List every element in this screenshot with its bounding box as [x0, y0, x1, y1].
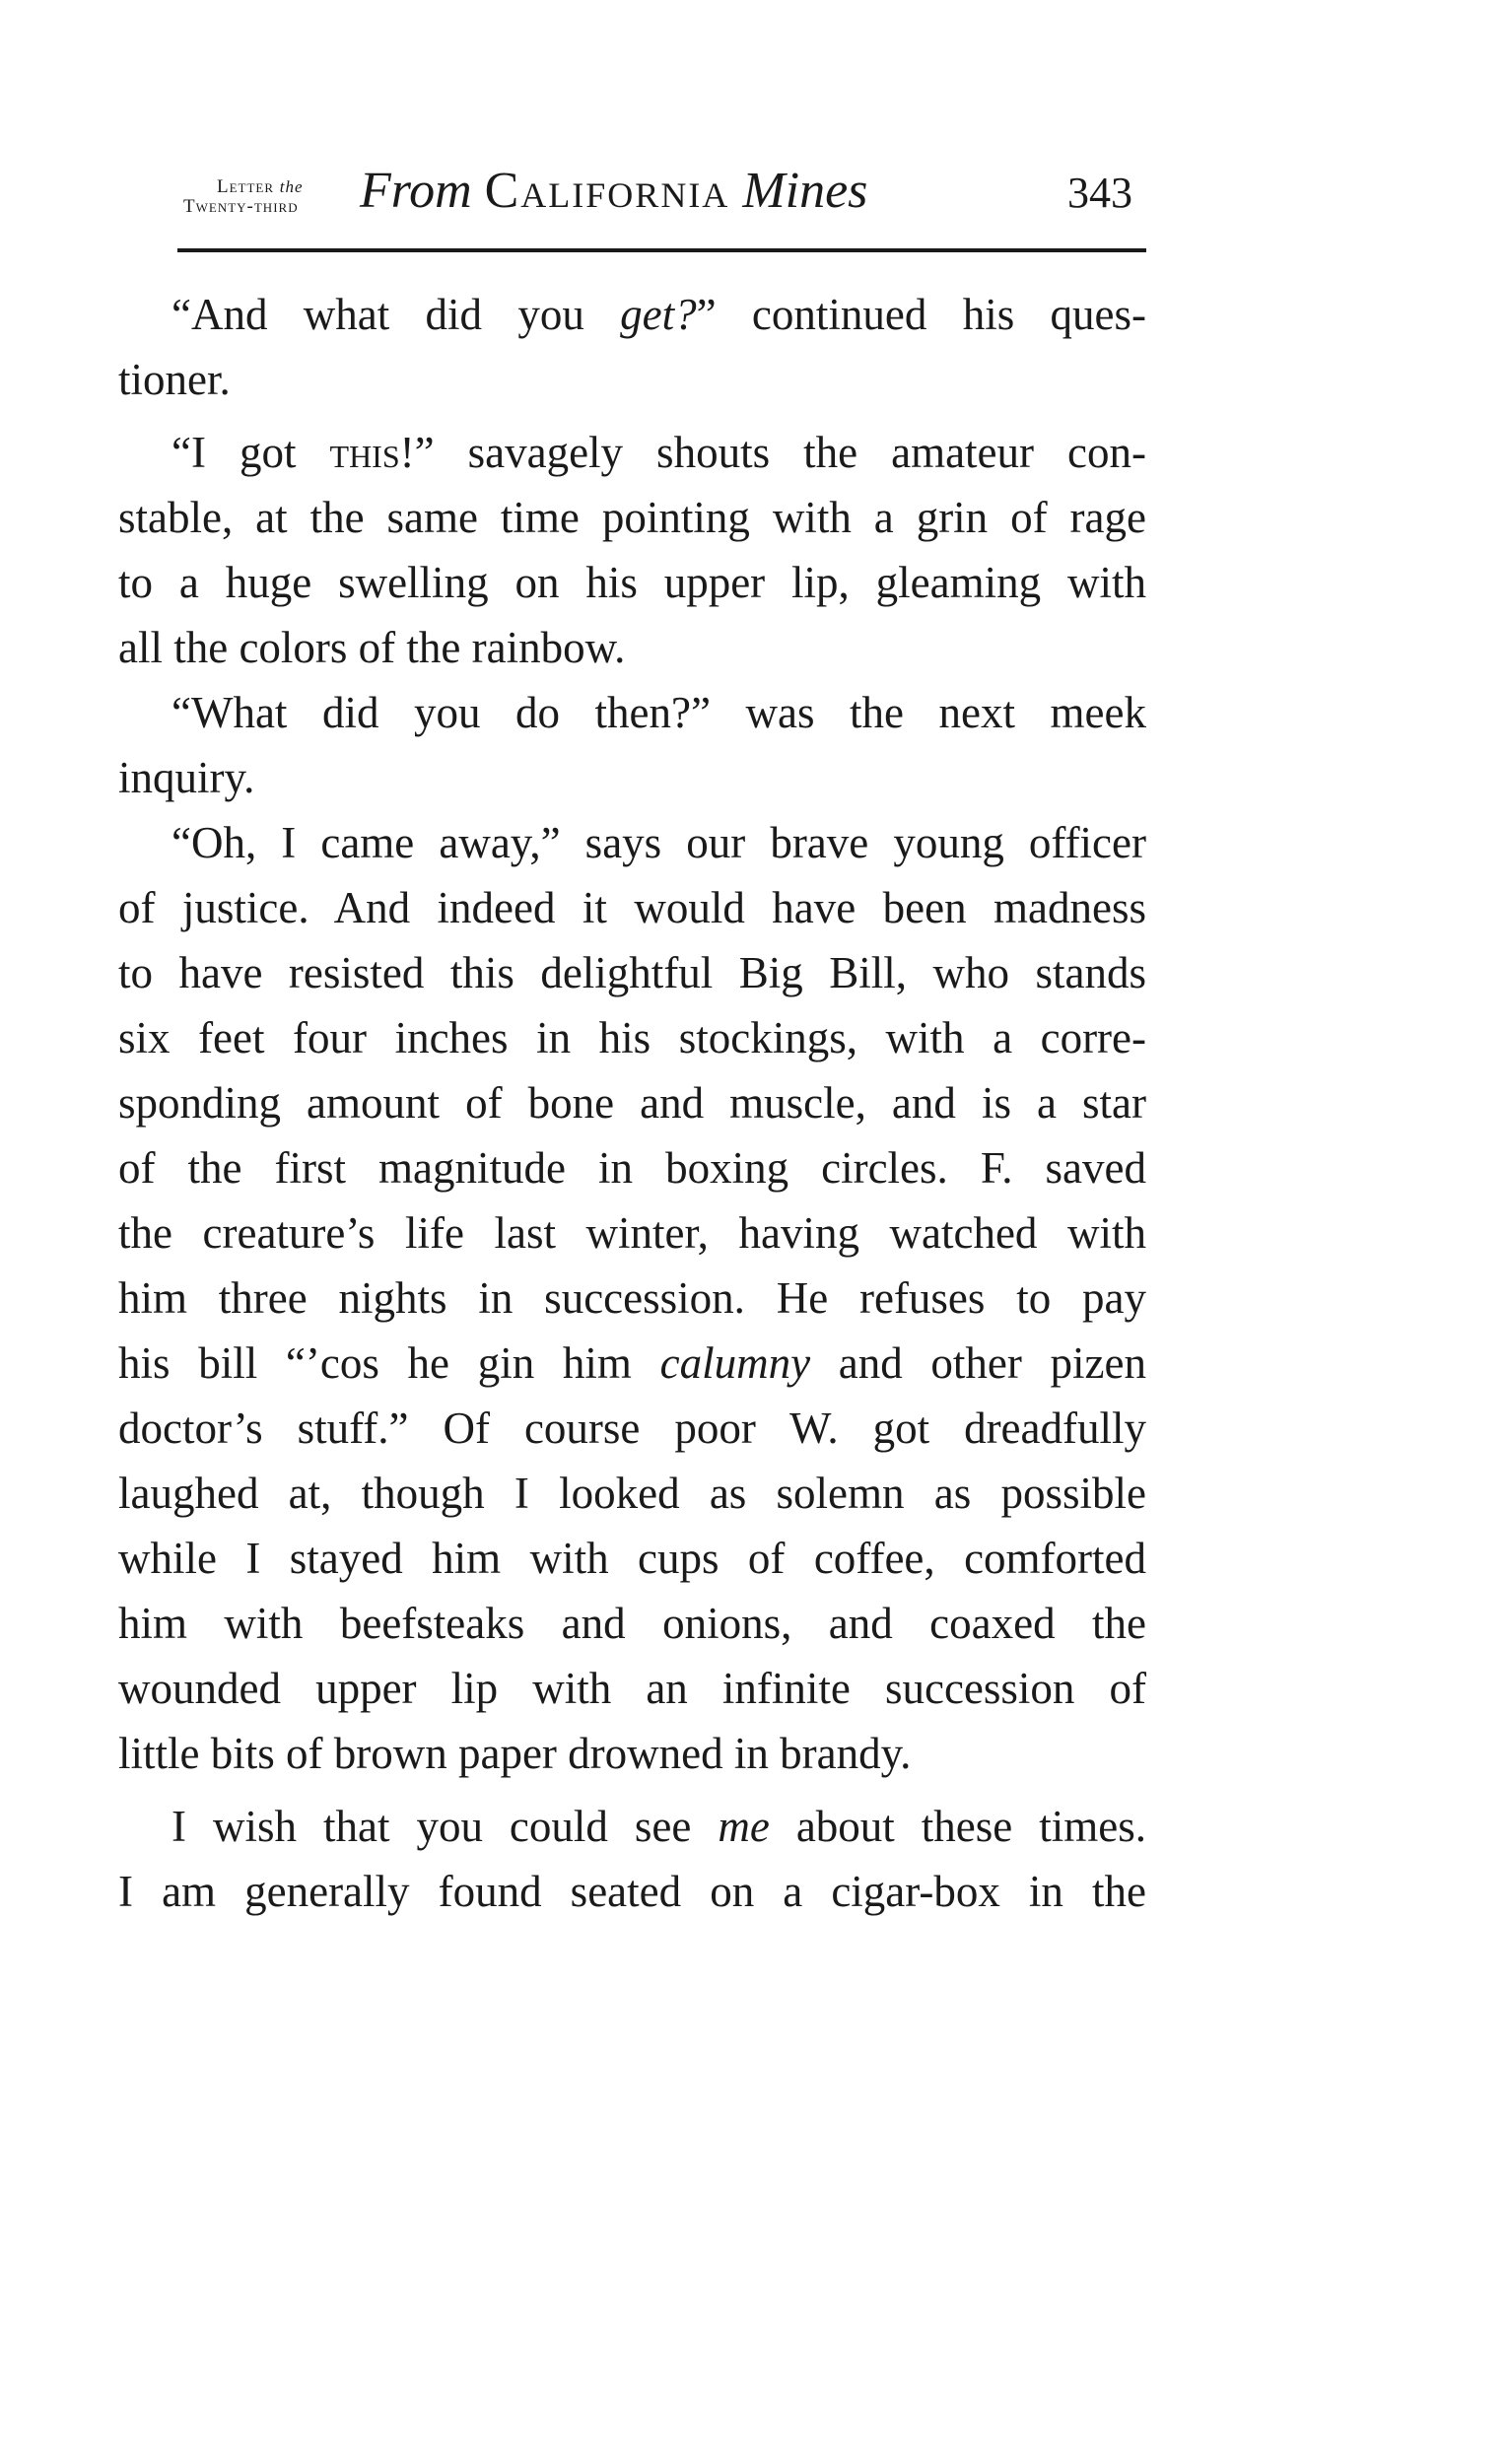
text-line: tioner.: [118, 355, 231, 404]
header-letter-line1: [183, 177, 304, 197]
text-line: sponding amount of bone and muscle, and is a star: [118, 1078, 1146, 1128]
italic-span: calumny: [659, 1338, 811, 1388]
text-span: “I got: [171, 428, 330, 477]
text-line: [118, 282, 1146, 347]
text-line: inquiry.: [118, 753, 255, 802]
page-number: 343: [1067, 169, 1132, 217]
text-line: to have resisted this delightful Big Bill, who stands: [118, 948, 1146, 997]
text-line: [118, 1794, 1146, 1859]
header-letter-word: Letter: [217, 176, 275, 197]
text-line: doctor’s stuff.” Of course poor W. got dreadfully: [118, 1403, 1146, 1453]
text-span: about these times.: [769, 1802, 1146, 1851]
running-header: [177, 148, 1146, 227]
text-line: him three nights in succession. He refuses to pay: [118, 1273, 1146, 1323]
text-span: and other pizen: [810, 1338, 1146, 1388]
book-title: [360, 162, 867, 221]
title-california: California: [484, 163, 730, 219]
header-the-word: the: [279, 177, 304, 196]
text-line: all the colors of the rainbow.: [118, 623, 626, 672]
text-line: “Oh, I came away,” says our brave young officer: [171, 818, 1146, 867]
text-line: “What did you do then?” was the next meek: [171, 688, 1146, 737]
text-line: the creature’s life last winter, having watched with: [118, 1208, 1146, 1258]
text-line: him with beefsteaks and onions, and coaxed the: [118, 1599, 1146, 1648]
header-letter-label: [183, 177, 304, 217]
text-line: while I stayed him with cups of coffee, comforted: [118, 1534, 1146, 1583]
text-line: wounded upper lip with an infinite succession of: [118, 1664, 1146, 1713]
header-letter-line2: Twenty-third: [183, 196, 299, 217]
text-line: little bits of brown paper drowned in brandy.: [118, 1729, 912, 1778]
body-text: [118, 282, 1146, 1924]
header-rule: [177, 248, 1146, 252]
text-line: to a huge swelling on his upper lip, gleaming with: [118, 558, 1146, 607]
text-line: laughed at, though I looked as solemn as possible: [118, 1469, 1146, 1518]
text-span: I wish that you could see: [171, 1802, 719, 1851]
text-span: !” savagely shouts the amateur con-: [399, 428, 1146, 477]
italic-span: me: [718, 1802, 770, 1851]
text-span: ” continued his ques-: [696, 290, 1146, 339]
text-line: six feet four inches in his stockings, with a corre-: [118, 1013, 1146, 1062]
text-span: “And what did you: [171, 290, 621, 339]
text-span: his bill “’cos he gin him: [118, 1338, 660, 1388]
title-from: From: [360, 163, 472, 219]
text-line: of justice. And indeed it would have been madness: [118, 883, 1146, 932]
italic-span: get?: [620, 290, 697, 339]
text-line: [118, 420, 1146, 485]
small-caps-span: this: [329, 428, 400, 477]
text-line: [118, 1331, 1146, 1396]
text-line: of the first magnitude in boxing circles. F. saved: [118, 1143, 1146, 1193]
text-line: I am generally found seated on a cigar-box in the: [118, 1867, 1146, 1916]
title-mines: Mines: [742, 163, 868, 219]
text-line: stable, at the same time pointing with a grin of rage: [118, 493, 1146, 542]
